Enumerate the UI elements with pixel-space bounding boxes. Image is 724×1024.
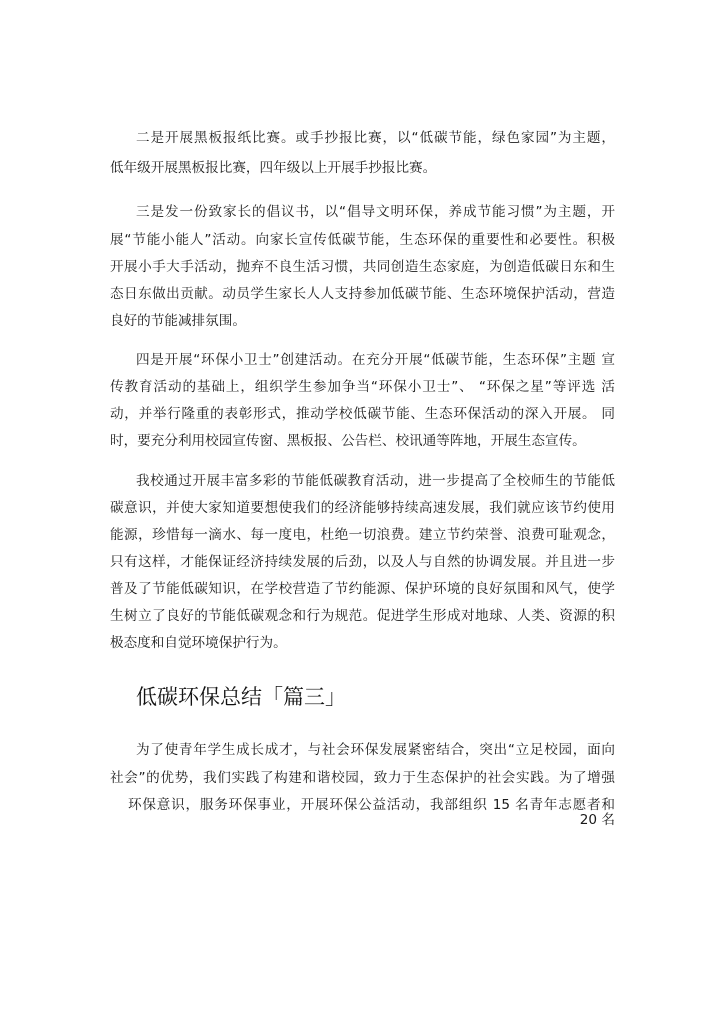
paragraph-4-line-6: 生树立了良好的节能低碳观念和行为规范。促进学生形成对地球、人类、资源的积 [110, 608, 615, 624]
paragraph-4-line-4: 只有这样，才能保证经济持续发展的后劲，以及人与自然的协调发展。并且进一步 [110, 554, 615, 570]
paragraph-5-line-3: 环保意识，服务环保事业，开展环保公益活动，我部组织 15 名青年志愿者和 [128, 797, 615, 813]
paragraph-1-line-2: 低年级开展黑板报比赛，四年级以上开展手抄报比赛。 [110, 160, 437, 176]
paragraph-5-line-2: 社会”的优势，我们实践了构建和谐校园，致力于生态保护的社会实践。为了增强 [110, 770, 615, 786]
paragraph-2-line-1: 三是发一份致家长的倡议书，以“倡导文明环保，养成节能习惯”为主题，开 [136, 204, 615, 220]
paragraph-2-line-2: 展“节能小能人”活动。向家长宣传低碳节能，生态环保的重要性和必要性。积极 [110, 232, 615, 248]
paragraph-1-line-1: 二是开展黑板报纸比赛。或手抄报比赛，以“低碳节能，绿色家园”为主题， [136, 130, 615, 146]
paragraph-4-line-7: 极态度和自觉环境保护行为。 [110, 635, 287, 651]
paragraph-5-line-1: 为了使青年学生成长成才，与社会环保发展紧密结合，突出“立足校园，面向 [136, 742, 615, 758]
paragraph-5-line-4: 20 名 [579, 812, 615, 828]
paragraph-4-line-1: 我校通过开展丰富多彩的节能低碳教育活动，进一步提高了全校师生的节能低 [136, 473, 615, 489]
paragraph-2-line-3: 开展小手大手活动，抛弃不良生活习惯，共同创造生态家庭，为创造低碳日东和生 [110, 259, 615, 275]
paragraph-2-line-5: 良好的节能减排氛围。 [110, 313, 246, 329]
section-heading: 低碳环保总结「篇三」 [136, 685, 346, 709]
paragraph-2-line-4: 态日东做出贡献。动员学生家长人人支持参加低碳节能、生态环境保护活动，营造 [110, 286, 615, 302]
paragraph-3-line-1: 四是开展“环保小卫士”创建活动。在充分开展“低碳节能，生态环保”主题 宣 [136, 352, 615, 368]
paragraph-4-line-3: 能源，珍惜每一滴水、每一度电，杜绝一切浪费。建立节约荣誉、浪费可耻观念， [110, 527, 615, 543]
paragraph-3-line-2: 传教育活动的基础上，组织学生参加争当“环保小卫士”、 “环保之星”等评选 活 [110, 379, 615, 395]
paragraph-3-line-4: 时，要充分利用校园宣传窗、黑板报、公告栏、校讯通等阵地，开展生态宣传。 [110, 433, 586, 449]
paragraph-3-line-3: 动，并举行隆重的表彰形式，推动学校低碳节能、生态环保活动的深入开展。 同 [110, 406, 615, 422]
paragraph-4-line-2: 碳意识，并使大家知道要想使我们的经济能够持续高速发展，我们就应该节约使用 [110, 500, 615, 516]
paragraph-4-line-5: 普及了节能低碳知识，在学校营造了节约能源、保护环境的良好氛围和风气，使学 [110, 581, 615, 597]
